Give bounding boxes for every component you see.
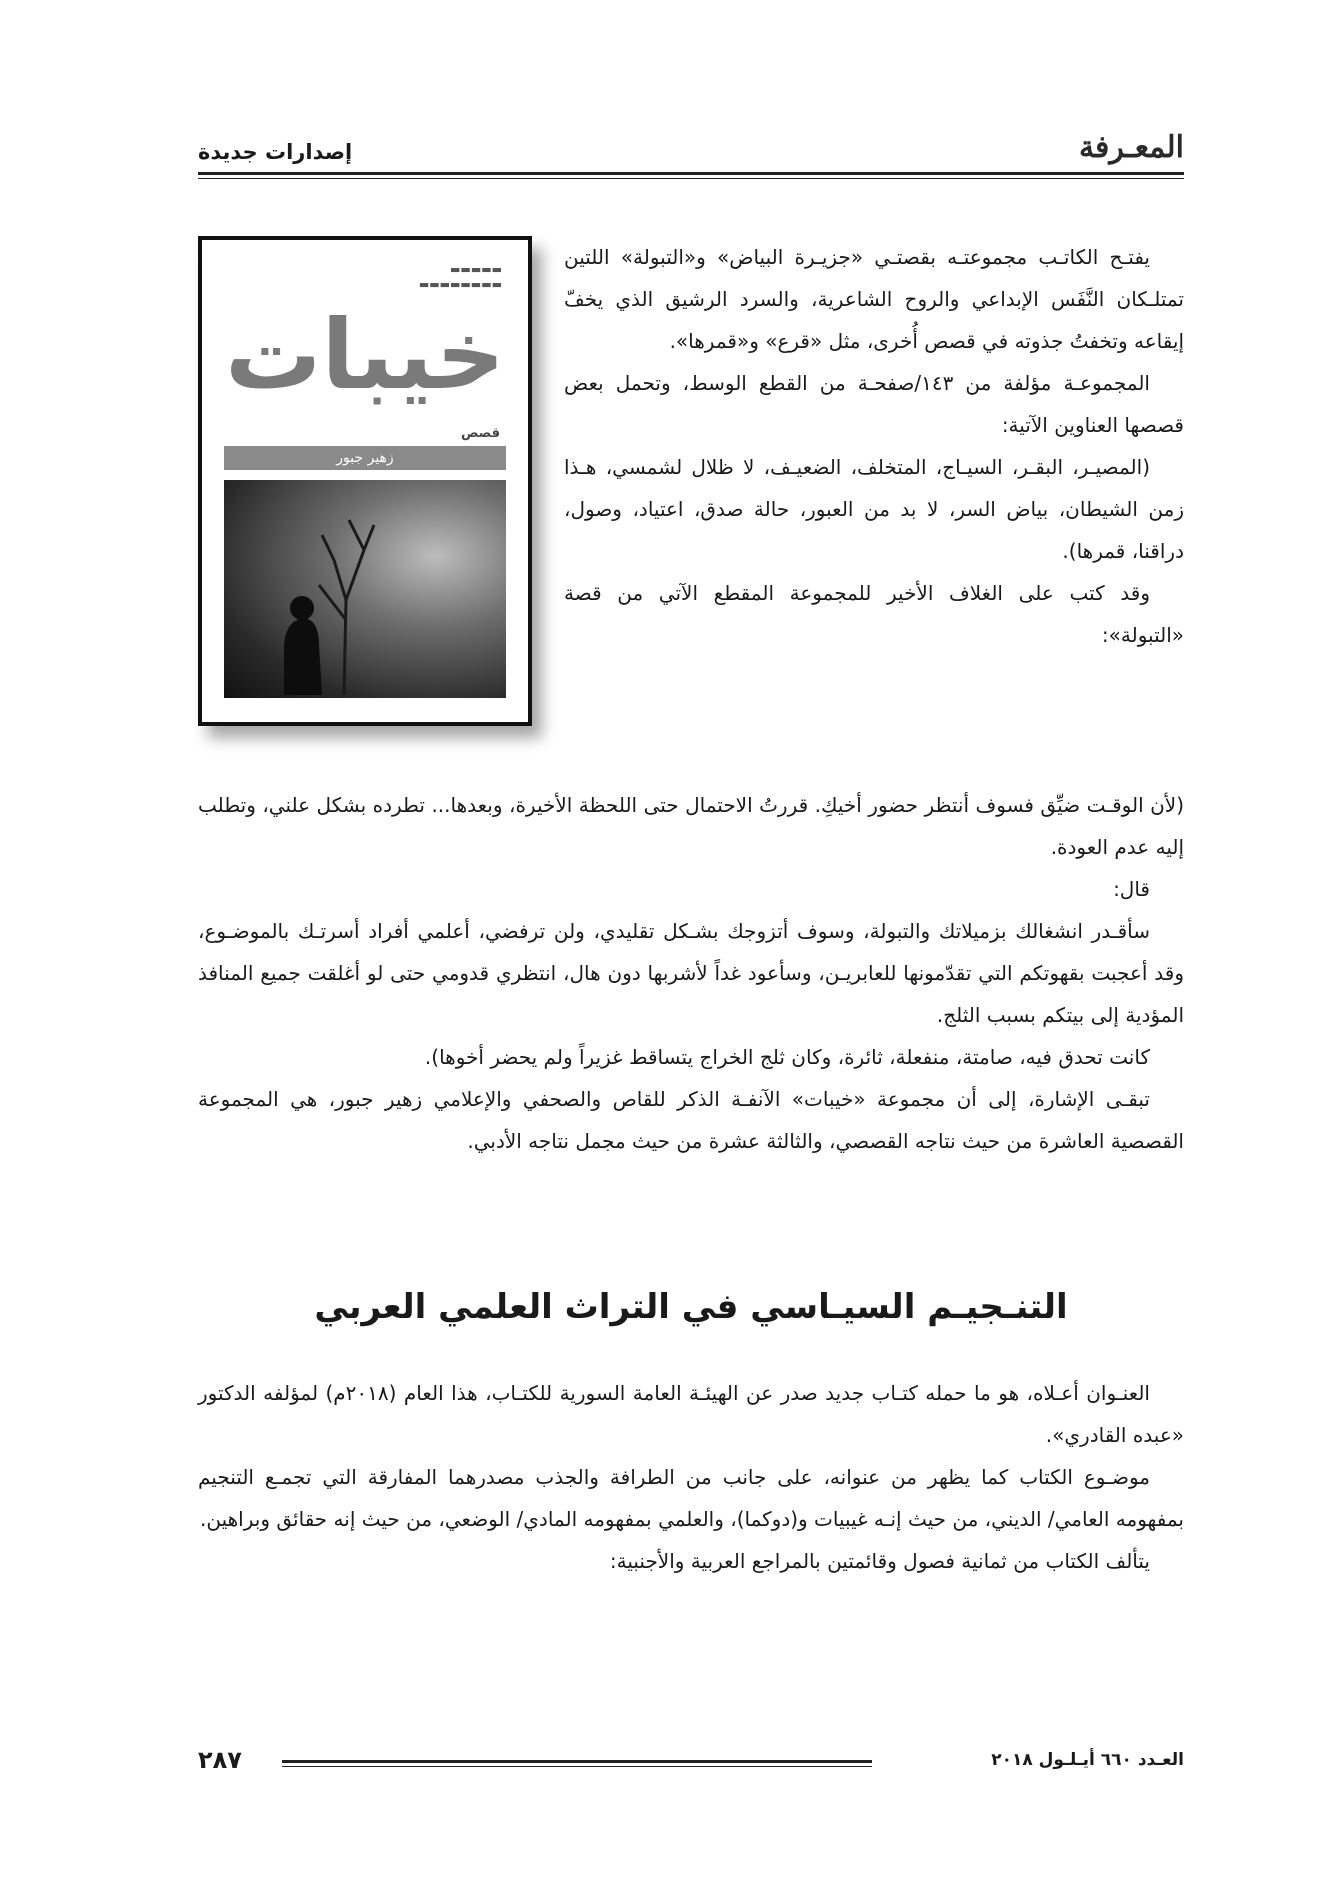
section-title: إصدارات جديدة	[198, 140, 353, 164]
paragraph: (المصيـر، البقـر، السيـاج، المتخلف، الضعيـف، لا ظلال لشمسي، هـذا زمن الشيطان، بياض السر، لا بد من العبور، حالة صدق، اعتياد، وصول، دراقنا، قمرها).	[564, 455, 1184, 563]
page-header	[198, 118, 1184, 180]
footer-rule-thin	[282, 1766, 872, 1767]
paragraph: يتألف الكتاب من ثمانية فصول وقائمتين بالمراجع العربية والأجنبية:	[609, 1549, 1150, 1573]
cover-author: زهير جبور	[224, 446, 506, 470]
page-number: ٢٨٧	[198, 1746, 242, 1774]
paragraph: العنـوان أعـلاه، هو ما حمله كتـاب جديد صدر عن الهيئـة العامة السورية للكتـاب، هذا العام (٢٠١٨م) لمؤلفه الدكتور «عبده القادري».	[198, 1381, 1184, 1447]
page-footer	[198, 1744, 1184, 1784]
footer-rule	[282, 1760, 872, 1763]
cover-title: خيبات	[224, 299, 506, 411]
paragraph: تبقـى الإشارة، إلى أن مجموعة «خيبات» الآنفـة الذكر للقاص والصحفي والإعلامي زهير جبور، هي المجموعة القصصية العاشرة من حيث نتاجه القصصي، والثالثة عشرة من حيث مجمل نتاجه الأدبي.	[198, 1087, 1184, 1153]
cover-genre: قصص	[460, 426, 500, 441]
paragraph: قال:	[1113, 877, 1150, 901]
paragraph: كانت تحدق فيه، صامتة، منفعلة، ثائرة، وكان ثلج الخراج يتساقط غزيراً ولم يحضر أخوها).	[424, 1045, 1150, 1069]
header-rule	[198, 172, 1184, 175]
paragraph: (لأن الوقـت ضيِّق فسوف أنتظر حضور أخيكِ. قررتُ الاحتمال حتى اللحظة الأخيرة، وبعدها... تطرده بشكل علني، وتطلب إليه عدم العودة.	[198, 793, 1184, 859]
paragraph: سأقـدر انشغالك بزميلاتك والتبولة، وسوف أتزوجك بشـكل تقليدي، ولن ترفضي، أعلمي أفراد أسرتـك بالموضـوع، وقد أعجبت بقهوتكم التي تقدّمونها للعابريـن، وسأعود غداً لأشربها دون هال، انتظري قدومي حتى لو أغلقت جميع المنافذ المؤدية إلى بيتكم بسبب الثلج.	[198, 919, 1184, 1027]
magazine-logo: المعـرفة	[1078, 130, 1184, 165]
article2-column	[198, 1372, 1184, 1582]
article1-column	[564, 236, 1184, 656]
header-rule-thin	[198, 178, 1184, 179]
book-cover	[198, 236, 532, 726]
article1-continued	[198, 784, 1184, 1162]
cover-photo	[224, 480, 506, 698]
cover-series-label: ▬▬▬▬▬ ▬▬▬▬▬▬▬▬	[418, 263, 502, 291]
issue-info: العـدد ٦٦٠ أيـلـول ٢٠١٨	[991, 1750, 1184, 1770]
tree-figure-illustration	[224, 480, 506, 698]
article2-title: التنـجيـم السيـاسي في التراث العلمي العربي	[314, 1287, 1068, 1327]
paragraph: يفتـح الكاتـب مجموعتـه بقصتـي «جزيـرة البياض» و«التبولة» اللتين تمتلـكان النَّفَس الإبداعي والروح الشاعرية، والسرد الرشيق الذي يخفّ إيقاعه وتخفتُ جذوته في قصص أُخرى، مثل «قرع» و«قمرها».	[564, 245, 1184, 353]
paragraph: موضـوع الكتاب كما يظهر من عنوانه، على جانب من الطرافة والجذب مصدرهما المفارقة التي تجمـع التنجيم بمفهومه العامي/ الديني، من حيث إنـه غيبيات و(دوكما)، والعلمي بمفهومه المادي/ الوضعي، من حيث إنه حقائق وبراهين.	[198, 1465, 1184, 1531]
paragraph: المجموعـة مؤلفة من ١٤٣/صفحـة من القطع الوسط، وتحمل بعض قصصها العناوين الآتية:	[564, 371, 1184, 437]
paragraph: وقد كتب على الغلاف الأخير للمجموعة المقطع الآتي من قصة «التبولة»:	[564, 581, 1184, 647]
